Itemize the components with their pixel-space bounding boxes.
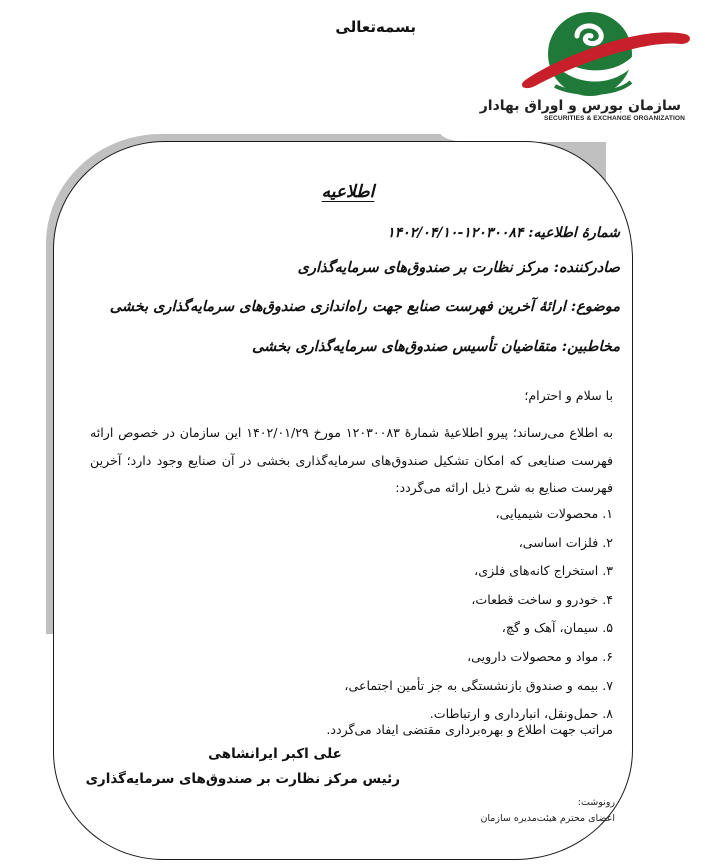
list-item: ۸. حمل‌ونقل، انبارداری و ارتباطات.: [429, 706, 613, 722]
issuer-field: [298, 259, 620, 276]
list-item: ۳. استخراج کانه‌های فلزی،: [474, 563, 613, 579]
subject-field: [110, 298, 620, 315]
list-item: ۲. فلزات اساسی،: [518, 534, 613, 550]
notice-number-field: [387, 225, 620, 241]
notice-title: اطلاعیه: [321, 182, 375, 202]
list-item: ۱. محصولات شیمیایی،: [495, 506, 613, 521]
list-item: ۷. بیمه و صندوق بازنشستگی به جز تأمین اجتماعی،: [344, 677, 613, 693]
logo-org-name-en: SECURITIES & EXCHANGE ORGANIZATION: [543, 115, 685, 122]
list-item: ۵. سیمان، آهک و گچ،: [501, 620, 613, 636]
field-label: صادرکننده:: [553, 259, 620, 276]
field-value: ارائهٔ آخرین فهرست صنایع جهت راه‌اندازی صندوق‌های سرمایه‌گذاری بخشی: [109, 298, 566, 315]
industry-list: [344, 500, 613, 729]
closing-sentence: مراتب جهت اطلاع و بهره‌برداری مقتضی ایفاد می‌گردد.: [326, 722, 613, 737]
field-label: مخاطبین:: [561, 338, 620, 355]
greeting: با سلام و احترام؛: [524, 388, 613, 403]
field-label: موضوع:: [570, 298, 620, 315]
invocation-heading: بسمه‌تعالی: [335, 18, 416, 36]
field-value: متقاضیان تأسیس صندوق‌های سرمایه‌گذاری بخشی: [251, 338, 557, 355]
cc-label: رونوشت:: [577, 797, 615, 808]
field-label: شمارهٔ اطلاعیه:: [528, 225, 620, 241]
audience-field: [252, 338, 620, 355]
organization-logo: [479, 4, 695, 122]
logo-org-name-fa: سازمان بورس و اوراق بهادار: [479, 98, 681, 114]
sec-logo-emblem-icon: [515, 4, 695, 104]
signatory-name: علی اکبر ایرانشاهی: [208, 746, 342, 762]
cc-recipient: اعضای محترم هیئت‌مدیره سازمان: [480, 813, 615, 824]
list-item: ۴. خودرو و ساخت قطعات،: [471, 591, 613, 607]
body-paragraph: به اطلاع می‌رساند؛ پیرو اطلاعیهٔ شمارهٔ ۱۲۰۳۰۰۸۳ مورخ ۱۴۰۲/۰۱/۲۹ این سازمان در خصوص ارائه فهرست صنایعی که امکان تشکیل صندوق‌های سرمایه‌گذاری بخشی در آن صنایع وجود دارد؛ آخرین فهرست صنایع به شرح ذیل ارائه می‌گردد:: [90, 425, 613, 495]
field-value: مرکز نظارت بر صندوق‌های سرمایه‌گذاری: [297, 259, 549, 276]
list-item: ۶. مواد و محصولات دارویی،: [467, 648, 613, 664]
field-value: ۱۲۰۳۰۰۸۴-۱۴۰۲/۰۴/۱۰: [387, 225, 524, 241]
signatory-title: رئیس مرکز نظارت بر صندوق‌های سرمایه‌گذاری: [85, 771, 400, 787]
